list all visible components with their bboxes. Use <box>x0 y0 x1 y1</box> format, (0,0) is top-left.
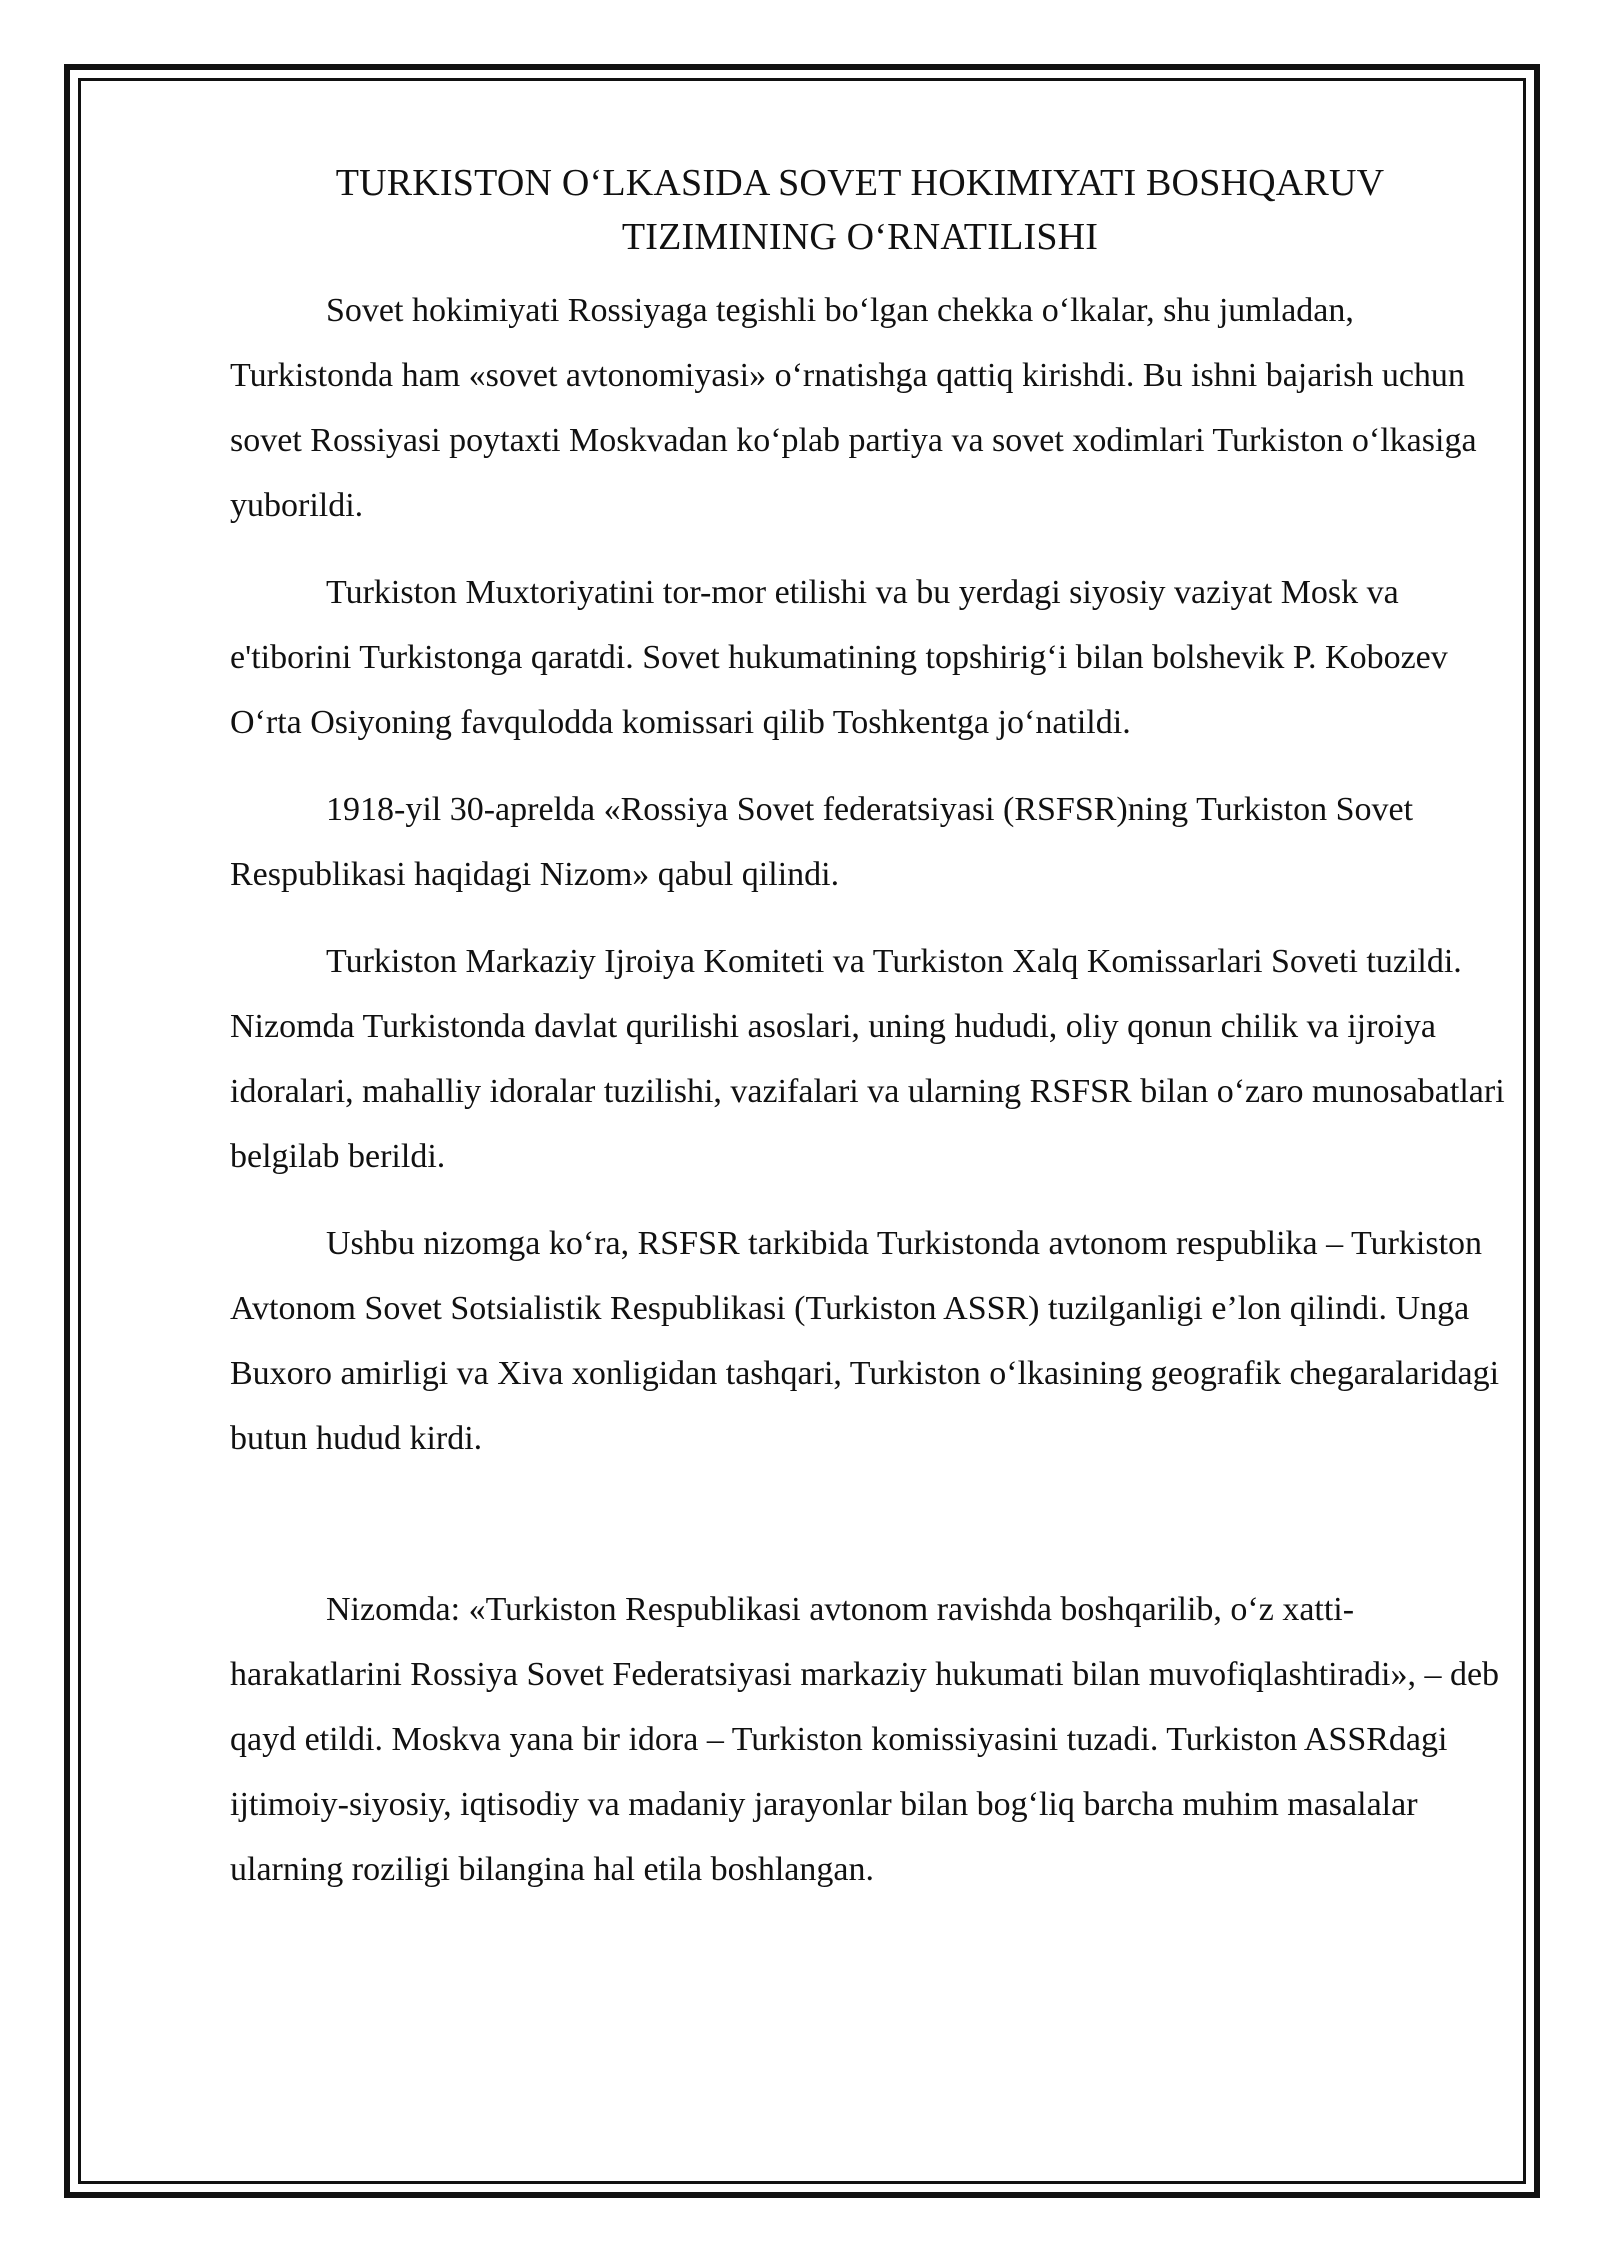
title-line-1: TURKISTON O‘LKASIDA SOVET HOKIMIYATI BOSHQARUV <box>335 162 1385 204</box>
paragraph-5: Ushbu nizomga ko‘ra, RSFSR tarkibida Turkistonda avtonom respublika – Turkiston Avtonom Sovet Sotsialistik Respublikasi (Turkiston ASSR) tuzilganligi e’lon qilindi. Unga Buxoro amirligi va Xiva xonligidan tashqari, Turkiston o‘lkasining geografik chegaralaridagi butun hudud kirdi. <box>230 1225 1500 1457</box>
document-body <box>230 278 1505 1924</box>
paragraph-4: Turkiston Markaziy Ijroiya Komiteti va Turkiston Xalq Komissarlari Soveti tuzildi. Nizomda Turkistonda davlat qurilishi asoslari, uning hududi, oliy qonun chilik va ijroiya idoralari, mahalliy idoralar tuzilishi, vazifalari va ularning RSFSR bilan o‘zaro munosabatlari belgilab berildi. <box>230 943 1505 1175</box>
paragraph-2: Turkiston Muxtoriyatini tor-mor etilishi va bu yerdagi siyosiy vaziyat Mosk va e'tiborini Turkistonga qaratdi. Sovet hukumatining topshirig‘i bilan bolshevik P. Kobozev O‘rta Osiyoning favqulodda komissari qilib Toshkentga jo‘natildi. <box>230 574 1448 741</box>
paragraph-1: Sovet hokimiyati Rossiyaga tegishli bo‘lgan chekka o‘lkalar, shu jumladan, Turkistonda ham «sovet avtonomiyasi» o‘rnatishga qattiq kirishdi. Bu ishni bajarish uchun sovet Rossiyasi poytaxti Moskvadan ko‘plab partiya va sovet xodimlari Turkiston o‘lkasiga yuborildi. <box>230 292 1477 524</box>
paragraph-6: Nizomda: «Turkiston Respublikasi avtonom ravishda boshqarilib, o‘z xatti-harakatlarini Rossiya Sovet Federatsiyasi markaziy hukumati bilan muvofiqlashtiradi», – deb qayd etildi. Moskva yana bir idora – Turkiston komissiyasini tuzadi. Turkiston ASSRdagi ijtimoiy-siyosiy, iqtisodiy va madaniy jarayonlar bilan bog‘liq barcha muhim masalalar ularning roziligi bilangina hal etila boshlangan. <box>230 1591 1500 1888</box>
title-line-2: TIZIMINING O‘RNATILISHI <box>621 216 1099 258</box>
document-title <box>160 156 1560 264</box>
paragraph-3: 1918-yil 30-aprelda «Rossiya Sovet federatsiyasi (RSFSR)ning Turkiston Sovet Respublikasi haqidagi Nizom» qabul qilindi. <box>230 791 1414 893</box>
